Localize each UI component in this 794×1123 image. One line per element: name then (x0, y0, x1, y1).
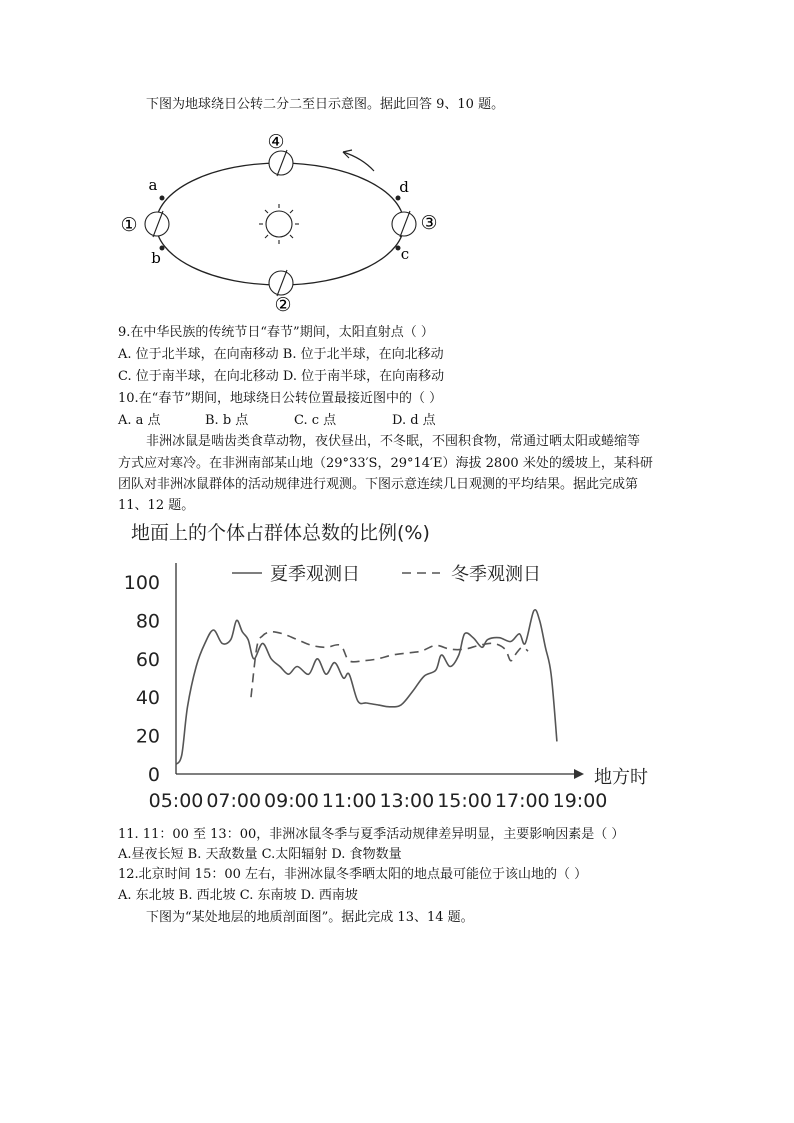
x-tick-label-2: 09:00 (264, 790, 319, 812)
y-tick-labels (124, 572, 160, 786)
chart-legend (232, 564, 541, 585)
y-tick-label-80: 80 (135, 610, 160, 633)
legend-summer-label: 夏季观测日 (270, 564, 360, 585)
q9-options-line1: A. 位于北半球，在向南移动 B. 位于北半球，在向北移动 (118, 347, 444, 362)
label-position-3: ③ (420, 212, 438, 234)
label-point-b: b (151, 249, 161, 267)
q10-option-a: A. a 点 (118, 413, 161, 428)
q12-stem: 12.北京时间 15：00 左右，非洲冰鼠冬季晒太阳的地点最可能位于该山地的（ ） (118, 867, 588, 882)
x-tick-label-3: 11:00 (321, 790, 377, 812)
point-d-dot (396, 196, 401, 201)
point-a-dot (160, 196, 165, 201)
summer-series-line (176, 610, 557, 765)
q11-options: A.昼夜长短 B. 天敌数量 C.太阳辐射 D. 食物数量 (118, 847, 402, 862)
orbit-direction-arrow (343, 152, 374, 171)
passage-line-4: 11、12 题。 (118, 498, 195, 513)
y-tick-label-0: 0 (147, 764, 160, 786)
q12-options: A. 东北坡 B. 西北坡 C. 东南坡 D. 西南坡 (118, 888, 358, 903)
y-tick-label-40: 40 (135, 687, 160, 710)
y-tick-label-20: 20 (135, 725, 160, 748)
label-point-c: c (400, 245, 410, 263)
label-position-1: ① (120, 214, 138, 236)
q10-option-b: B. b 点 (205, 413, 249, 428)
q10-option-c: C. c 点 (294, 413, 337, 428)
x-tick-label-5: 15:00 (437, 790, 492, 812)
sun-icon (259, 204, 299, 244)
passage-line-3: 团队对非洲冰鼠群体的活动规律进行观测。下图示意连续几日观测的平均结果。据此完成第 (118, 477, 639, 492)
chart-title: 地面上的个体占群体总数的比例(%) (131, 522, 430, 544)
orbit-diagram (0, 120, 794, 320)
earth-position-3 (392, 211, 416, 237)
label-point-d: d (399, 178, 409, 196)
q9-options-line2: C. 位于南半球，在向北移动 D. 位于南半球，在向南移动 (118, 369, 445, 384)
q10-stem: 10.在“春节”期间，地球绕日公转位置最接近图中的（ ） (118, 391, 443, 406)
x-tick-labels (149, 790, 608, 812)
label-point-a: a (148, 176, 158, 194)
earth-position-2 (269, 270, 293, 296)
q10-option-d: D. d 点 (392, 413, 436, 428)
intro-9-10: 下图为地球绕日公转二分二至日示意图。据此回答 9、10 题。 (146, 97, 505, 112)
intro-13-14: 下图为“某处地层的地质剖面图”。据此完成 13、14 题。 (146, 910, 474, 925)
passage-line-1: 非洲冰鼠是啮齿类食草动物，夜伏昼出，不冬眠，不囤积食物，常通过晒太阳或蜷缩等 (146, 434, 641, 449)
y-tick-label-60: 60 (135, 648, 160, 671)
q9-stem: 9.在中华民族的传统节日“春节”期间，太阳直射点（ ） (118, 325, 434, 340)
chart-axes (176, 563, 584, 779)
x-tick-label-4: 13:00 (379, 790, 435, 812)
y-tick-label-100: 100 (123, 572, 160, 594)
earth-position-4 (269, 150, 293, 176)
point-c-dot (396, 246, 401, 251)
q11-stem: 11. 11：00 至 13：00，非洲冰鼠冬季与夏季活动规律差异明显，主要影响因素是（ ） (118, 827, 625, 842)
x-axis-label: 地方时 (594, 767, 648, 788)
x-tick-label-6: 17:00 (494, 790, 550, 812)
passage-line-2: 方式应对寒冷。在非洲南部某山地（29°33′S，29°14′E）海拔 2800 米处的缓坡上，某科研 (118, 456, 653, 471)
activity-line-chart (0, 515, 794, 815)
orbit-ellipse (156, 163, 404, 285)
x-tick-label-7: 19:00 (552, 790, 608, 812)
earth-position-1 (145, 211, 169, 237)
legend-winter-label: 冬季观测日 (451, 564, 541, 585)
x-tick-label-1: 07:00 (206, 790, 262, 812)
x-tick-label-0: 05:00 (148, 790, 204, 812)
chart-series (176, 610, 557, 765)
label-position-4: ④ (267, 131, 285, 153)
x-axis-arrow (574, 769, 584, 779)
label-position-2: ② (274, 294, 292, 316)
